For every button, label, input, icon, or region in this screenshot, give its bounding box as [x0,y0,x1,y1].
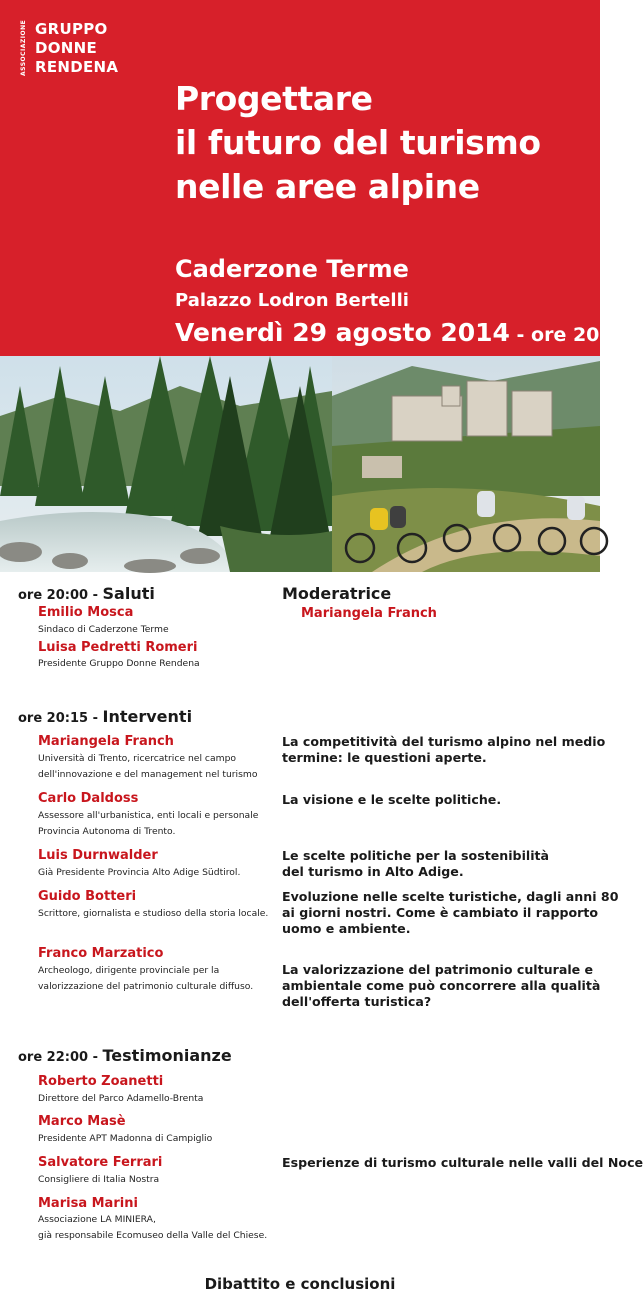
testimonial-name: Marco Masè [38,1114,126,1129]
header-banner [0,0,634,356]
interventi-label: Interventi [102,707,193,726]
venue-town: Caderzone Terme [175,255,409,283]
testimonianze-heading [18,1046,232,1065]
speaker-role-line: Università di Trento, ricercatrice nel campo [38,753,237,764]
testimonial-name: Roberto Zoanetti [38,1074,164,1089]
speaker-name: Mariangela Franch [38,734,174,749]
speaker-name: Franco Marzatico [38,946,164,961]
speaker-topic-line: termine: le questioni aperte. [282,750,487,765]
speaker-name: Guido Botteri [38,889,137,904]
saluti-label: Saluti [102,584,155,603]
speaker-topic-line: ambientale come può concorrere alla qualità [282,978,601,993]
venue-building: Palazzo Lodron Bertelli [175,290,409,311]
testimonianze-label: Testimonianze [102,1046,232,1065]
testimonianze-time: ore 22:00 - [18,1050,103,1065]
speaker-topic-line: Evoluzione nelle scelte turistiche, dagli anni 80 [282,889,619,904]
speaker-name: Carlo Daldoss [38,791,139,806]
testimonial-role-line: Consigliere di Italia Nostra [38,1174,160,1185]
testimonial-role-line: Direttore del Parco Adamello-Brenta [38,1093,204,1104]
speaker-topic-line: La visione e le scelte politiche. [282,792,502,807]
speaker-topic-line: uomo e ambiente. [282,921,411,936]
testimonial-name: Salvatore Ferrari [38,1155,163,1170]
interventi-heading [18,707,192,726]
speaker-role-line: dell'innovazione e del management nel turismo [38,769,258,780]
saluti-person-name: Luisa Pedretti Romeri [38,640,198,655]
speaker-role-line: Archeologo, dirigente provinciale per la [38,965,220,976]
title-line-1: Progettare [175,79,373,118]
saluti-heading [18,584,155,603]
speaker-role-line: Assessore all'urbanistica, enti locali e personale [38,810,259,821]
speaker-role-line: Provincia Autonoma di Trento. [38,826,176,837]
logo-line-3: RENDENA [35,58,119,76]
closing-line: Dibattito e conclusioni [204,1275,396,1293]
logo-line-2: DONNE [35,39,98,57]
saluti-time: ore 20:00 - [18,588,103,603]
interventi-time: ore 20:15 - [18,711,103,726]
speaker-topic-line: La valorizzazione del patrimonio culturale e [282,962,594,977]
testimonial-role-line: già responsabile Ecomuseo della Valle del Chiese. [38,1230,268,1241]
title-line-2: il futuro del turismo [175,123,541,162]
speaker-topic-line: del turismo in Alto Adige. [282,864,464,879]
title-line-3: nelle aree alpine [175,167,480,206]
moderator-name: Mariangela Franch [301,606,437,621]
saluti-person-role: Presidente Gruppo Donne Rendena [38,658,200,669]
moderator-label: Moderatrice [282,584,392,603]
speaker-topic-line: La competitività del turismo alpino nel medio [282,734,606,749]
speaker-name: Luis Durnwalder [38,848,158,863]
association-vertical-label: ASSOCIAZIONE [20,19,27,76]
event-day: Venerdì 29 agosto 2014 [175,318,510,347]
saluti-person-name: Emilio Mosca [38,605,134,620]
testimonial-role-line: Associazione LA MINIERA, [38,1214,156,1225]
speaker-topic-line: Le scelte politiche per la sostenibilità [282,848,550,863]
event-time: - ore 20:00 [509,324,634,346]
speaker-role-line: Scrittore, giornalista e studioso della storia locale. [38,908,269,919]
saluti-person-role: Sindaco di Caderzone Terme [38,624,169,635]
speaker-topic-line: ai giorni nostri. Come è cambiato il rapporto [282,905,599,920]
castle-cyclists-photo [332,356,600,572]
testimonial-topic: Esperienze di turismo culturale nelle valli del Noce [282,1155,643,1170]
event-date [175,318,633,347]
river-forest-photo [0,356,332,572]
speaker-topic-line: dell'offerta turistica? [282,994,432,1009]
speaker-role-line: valorizzazione del patrimonio culturale diffuso. [38,981,254,992]
testimonial-name: Marisa Marini [38,1196,138,1211]
testimonial-role-line: Presidente APT Madonna di Campiglio [38,1133,213,1144]
logo-line-1: GRUPPO [35,20,108,38]
speaker-role-line: Già Presidente Provincia Alto Adige Südtirol. [38,867,241,878]
